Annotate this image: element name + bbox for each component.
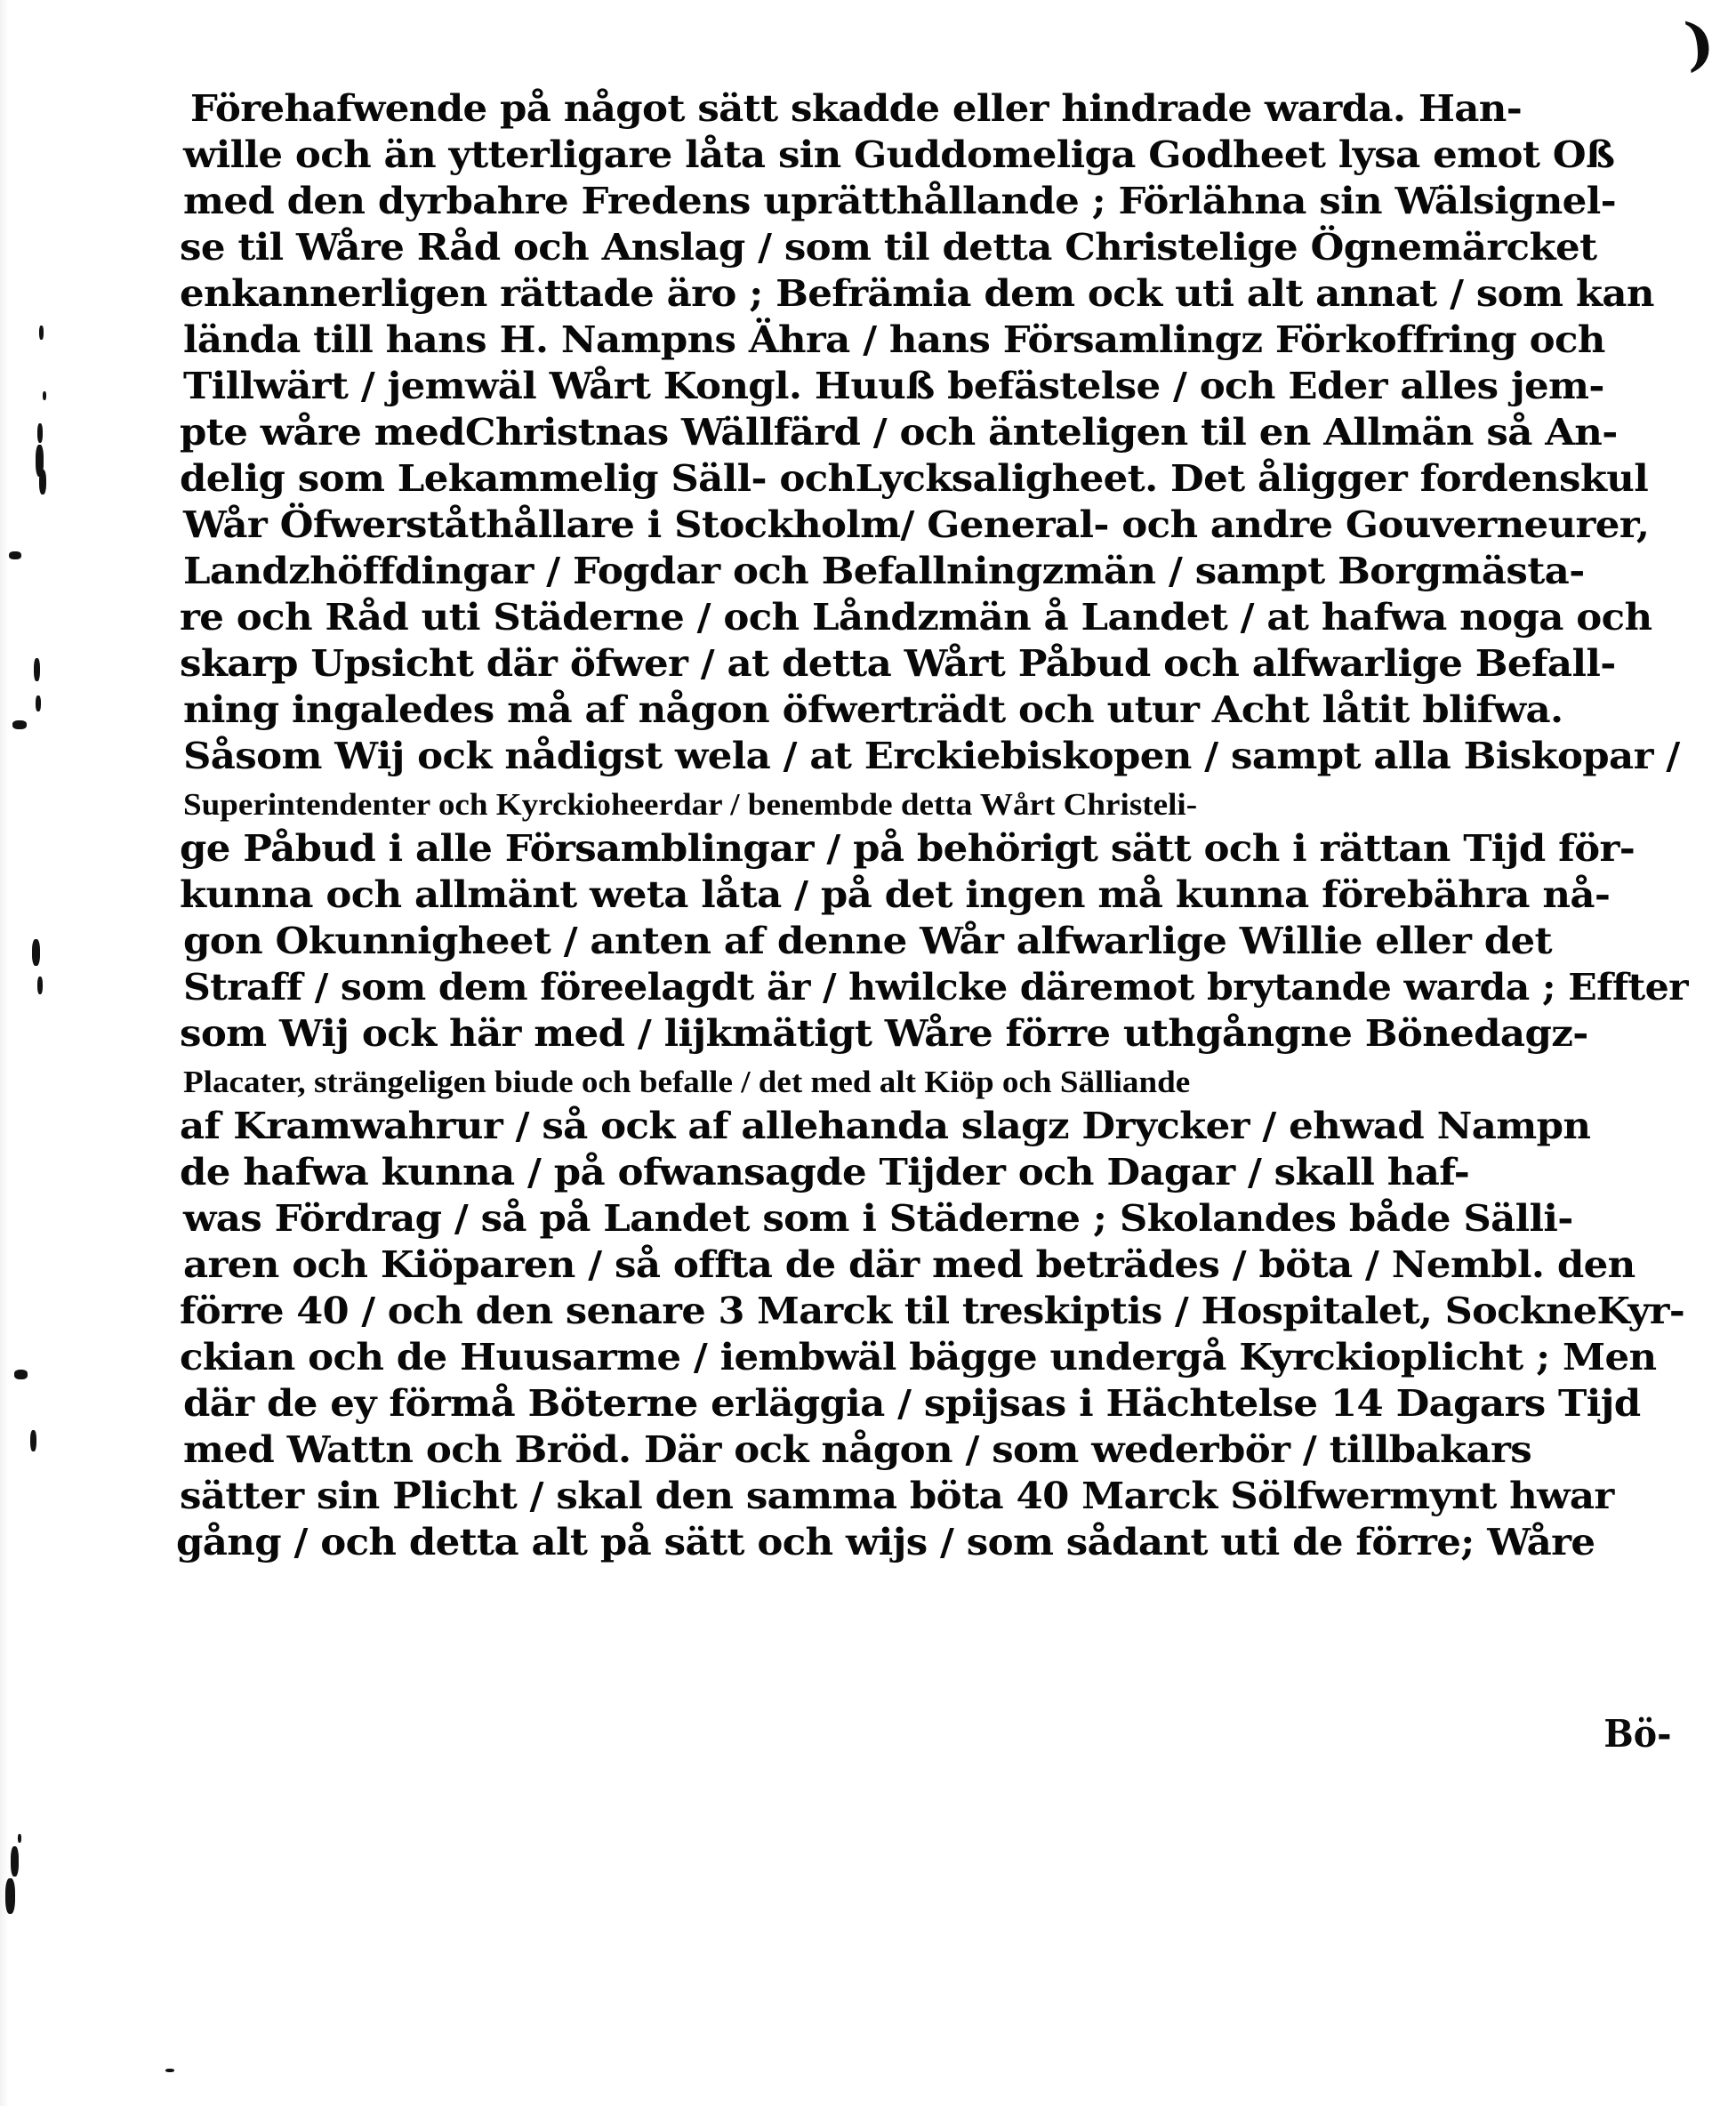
line-text: ning ingaledes må af någon öfwerträdt och utur Acht låtit blifwa. [183,688,1563,731]
scan-speck [39,326,44,340]
line-text: se til Wåre Råd och Anslag / som til detta Christelige Ögnemärcket [180,226,1597,269]
line-text: kunna och allmänt weta låta / på det ingen må kunna förebähra nå- [180,873,1611,916]
catchword: Bö- [1603,1712,1672,1756]
line-text: gon Okunnigheet / anten af denne Wår alfwarlige Willie eller det [183,920,1552,962]
line-text: sätter sin Plicht / skal den samma böta 40 Marck Sölfwermynt hwar [180,1475,1614,1517]
line-text: Superintendenter och Kyrckioheerdar / benembde detta Wårt Christeli- [183,787,1198,822]
text-line [183,687,1679,733]
text-line [180,825,1679,872]
line-text: Straff / som dem föreelagdt är / hwilcke däremot brytande warda ; Effter [183,966,1688,1009]
text-line [183,1057,1679,1103]
line-text: delig som Lekammelig Säll- ochLycksaligheet. Det åligger fordenskul [180,457,1649,500]
text-line [180,872,1679,918]
text-line [183,548,1679,594]
corner-signature-mark: ) [1680,9,1718,79]
line-text: lända till hans H. Nampns Ähra / hans Församlingz Förkoffring och [183,318,1605,361]
line-text: Förehafwende på något sätt skadde eller hindrade warda. Han- [190,87,1523,130]
text-line [180,1473,1679,1519]
text-line [183,779,1679,825]
text-line [180,1288,1685,1334]
line-text: Placater, strängeligen biude och befalle / det med alt Kiöp och Sälliande [183,1065,1191,1099]
text-line [183,1380,1679,1427]
text-line [180,1010,1679,1057]
text-line [180,594,1679,640]
text-line [180,1149,1679,1195]
text-line [180,224,1679,270]
line-text: pte wåre medChristnas Wällfärd / och änteligen til en Allmän så An- [180,411,1618,454]
scan-speck [165,2069,174,2072]
scan-speck [32,939,40,966]
scan-speck [14,1370,28,1379]
text-line [183,733,1679,779]
scan-speck [36,695,41,711]
text-line [180,1334,1679,1380]
text-line [183,1427,1679,1473]
proclamation-body [174,85,1688,1565]
text-line [180,270,1679,317]
text-line [180,409,1679,455]
line-text: där de ey förmå Böterne erläggia / spijsas i Hächtelse 14 Dagars Tijd [183,1382,1641,1425]
text-line [183,1195,1679,1242]
scan-speck [30,1430,36,1451]
line-text: re och Råd uti Städerne / och Låndzmän å Landet / at hafwa noga och [180,596,1652,639]
text-line [183,918,1679,964]
text-line [183,1242,1679,1288]
scan-speck [37,977,43,994]
text-line [180,455,1679,502]
text-line [180,1103,1679,1149]
line-text: förre 40 / och den senare 3 Marck til treskiptis / Hospitalet, SockneKyr- [180,1290,1685,1332]
line-text: med den dyrbahre Fredens uprätthållande ; Förlähna sin Wälsignel- [183,180,1616,222]
text-line [183,317,1679,363]
scan-speck [11,1846,19,1877]
line-text: ckian och de Huusarme / iembwäl bägge undergå Kyrckioplicht ; Men [180,1336,1657,1379]
line-text: wille och än ytterligare låta sin Guddomeliga Godheet lysa emot Oß [183,133,1615,176]
line-text: som Wij ock här med / lijkmätigt Wåre förre uthgångne Bönedagz- [180,1012,1588,1055]
scan-speck [5,1878,15,1914]
scan-speck [37,423,43,443]
text-line [176,1519,1679,1565]
scan-speck [36,445,44,477]
line-text: gång / och detta alt på sätt och wijs / som sådant uti de förre; Wåre [176,1521,1595,1563]
line-text: Såsom Wij ock nådigst wela / at Erckiebiskopen / sampt alla Biskopar / [183,735,1680,777]
line-text: af Kramwahrur / så ock af allehanda slagz Drycker / ehwad Nampn [180,1105,1591,1147]
text-line [180,640,1679,687]
line-text: Landzhöffdingar / Fogdar och Befallningzmän / sampt Borgmästa- [183,550,1585,592]
text-line [190,85,1679,132]
line-text: med Wattn och Bröd. Där ock någon / som wederbör / tillbakars [183,1428,1532,1471]
line-text: was Fördrag / så på Landet som i Städerne ; Skolandes både Sälli- [183,1197,1573,1240]
line-text: aren och Kiöparen / så offta de där med beträdes / böta / Nembl. den [183,1243,1636,1286]
text-line [183,502,1679,548]
scan-speck [43,391,46,400]
line-text: Tillwärt / jemwäl Wårt Kongl. Huuß befästelse / och Eder alles jem- [183,365,1604,407]
page-edge-shading [0,0,9,2106]
line-text: de hafwa kunna / på ofwansagde Tijder och Dagar / skall haf- [180,1151,1470,1194]
scan-speck [34,658,40,681]
text-line [183,363,1679,409]
scan-speck [12,720,27,729]
line-text: skarp Upsicht där öfwer / at detta Wårt Påbud och alfwarlige Befall- [180,642,1616,685]
scan-speck [18,1834,21,1843]
text-line [183,132,1679,178]
line-text: ge Påbud i alle Församblingar / på behörigt sätt och i rättan Tijd för- [180,827,1636,870]
scan-speck [9,551,21,559]
line-text: Wår Öfwerståthållare i Stockholm/ General- och andre Gouverneurer, [183,503,1650,546]
text-line [183,178,1679,224]
text-line [183,964,1688,1010]
line-text: enkannerligen rättade äro ; Befrämia dem ock uti alt annat / som kan [180,272,1654,315]
